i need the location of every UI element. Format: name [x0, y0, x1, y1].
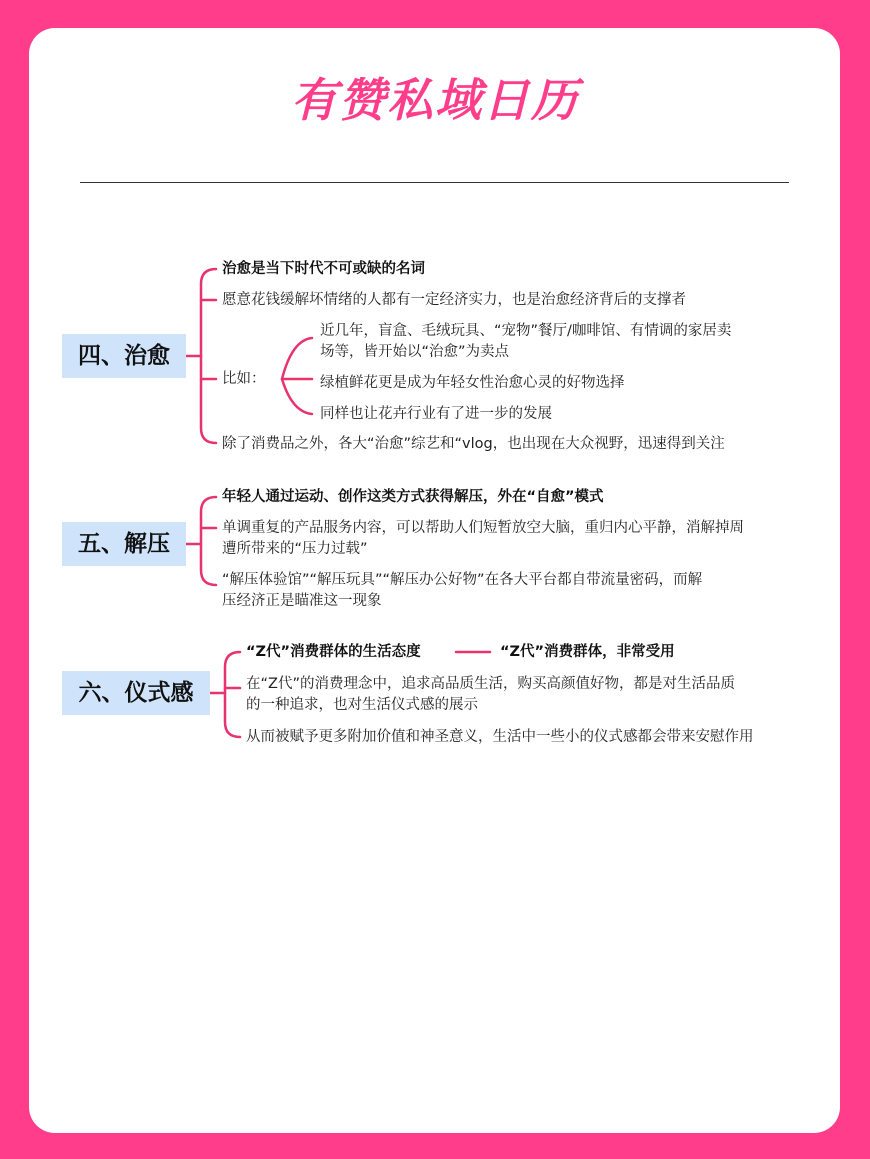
ritual-side-note: “Z代”消费群体，非常受用 — [500, 644, 675, 660]
stress-item-2a: 单调重复的产品服务内容，可以帮助人们短暂放空大脑，重归内心平静，消解掉周 — [222, 520, 744, 536]
healing-item-1: 治愈是当下时代不可或缺的名词 — [222, 261, 425, 277]
healing-item-3: 比如： — [222, 371, 266, 387]
section-label-ritual: 六、仪式感 — [62, 671, 210, 715]
page-title: 有赞私域日历 — [291, 73, 579, 127]
ritual-item-2a: 在“Z代”的消费理念中，追求高品质生活，购买高颜值好物，都是对生活品质 — [246, 676, 735, 692]
stress-item-3a: “解压体验馆”“解压玩具”“解压办公好物”在各大平台都自带流量密码，而解 — [222, 572, 703, 588]
section-label-stress-relief: 五、解压 — [62, 522, 186, 566]
stress-item-3b: 压经济正是瞄准这一现象 — [222, 593, 382, 609]
healing-example-2: 绿植鲜花更是成为年轻女性治愈心灵的好物选择 — [320, 375, 625, 391]
stress-item-2b: 遭所带来的“压力过载” — [222, 541, 368, 557]
healing-example-3: 同样也让花卉行业有了进一步的发展 — [320, 406, 552, 422]
healing-item-2: 愿意花钱缓解坏情绪的人都有一定经济实力，也是治愈经济背后的支撑者 — [222, 292, 686, 308]
healing-example-1b: 场等，皆开始以“治愈”为卖点 — [320, 344, 510, 360]
ritual-item-2b: 的一种追求，也对生活仪式感的展示 — [246, 697, 478, 713]
section-label-healing: 四、治愈 — [62, 334, 186, 378]
healing-example-1a: 近几年，盲盒、毛绒玩具、“宠物”餐厅/咖啡馆、有情调的家居卖 — [320, 323, 732, 339]
ritual-item-1: “Z代”消费群体的生活态度 — [246, 644, 421, 660]
stress-item-1: 年轻人通过运动、创作这类方式获得解压，外在“自愈”模式 — [222, 489, 604, 505]
ritual-item-3: 从而被赋予更多附加价值和神圣意义，生活中一些小的仪式感都会带来安慰作用 — [246, 729, 754, 745]
healing-item-4: 除了消费品之外，各大“治愈”综艺和“vlog，也出现在大众视野，迅速得到关注 — [222, 436, 725, 452]
